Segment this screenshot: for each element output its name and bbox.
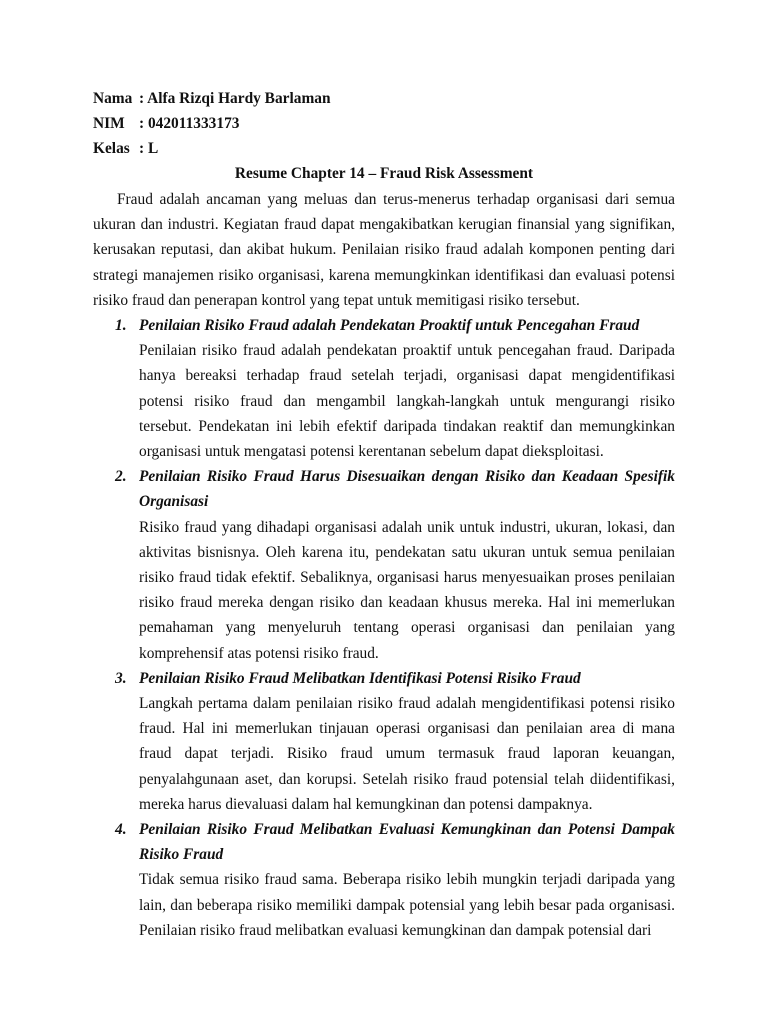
name-value: : Alfa Rizqi Hardy Barlaman [139, 90, 331, 107]
section-heading: Penilaian Risiko Fraud adalah Pendekatan Proaktif untuk Pencegahan Fraud [139, 317, 640, 335]
document-content [93, 86, 675, 943]
section-number: 3. [115, 669, 127, 687]
section-item-2 [93, 464, 675, 666]
section-number: 2. [115, 468, 127, 486]
section-body: Penilaian risiko fraud adalah pendekatan proaktif untuk pencegahan fraud. Daripada hanya bereaksi terhadap fraud setelah terjadi, organisasi dapat mengidentifikasi potensi risiko fraud dan mengambil langkah-langkah untuk mengurangi risiko tersebut. Pendekatan ini lebih efektif daripada tindakan reaktif dan memungkinkan organisasi untuk mengatasi potensi kerentanan sebelum dapat dieksploitasi. [139, 342, 675, 461]
section-heading: Penilaian Risiko Fraud Melibatkan Identifikasi Potensi Risiko Fraud [139, 669, 581, 687]
section-heading: Penilaian Risiko Fraud Harus Disesuaikan dengan Risiko dan Keadaan Spesifik Organisasi [139, 468, 675, 511]
section-body: Tidak semua risiko fraud sama. Beberapa risiko lebih mungkin terjadi daripada yang lain, dan beberapa risiko memiliki dampak potensial yang lebih besar pada organisasi. Penilaian risiko fraud melibatkan evaluasi kemungkinan dan dampak potensial dari [139, 871, 675, 939]
section-item-4 [93, 817, 675, 943]
section-item-3 [93, 666, 675, 817]
section-number: 4. [115, 821, 127, 839]
section-number: 1. [115, 317, 127, 335]
kelas-value: : L [139, 140, 159, 157]
student-name-row [93, 86, 675, 111]
section-list [93, 313, 675, 943]
section-body: Langkah pertama dalam penilaian risiko fraud adalah mengidentifikasi potensi risiko fraud. Hal ini memerlukan tinjauan operasi organisasi dan penilaian area di mana fraud dapat terjadi. Risiko fraud umum termasuk fraud laporan keuangan, penyalahgunaan aset, dan korupsi. Setelah risiko fraud potensial telah diidentifikasi, mereka harus dievaluasi dalam hal kemungkinan dan potensi dampaknya. [139, 695, 675, 813]
section-heading: Penilaian Risiko Fraud Melibatkan Evaluasi Kemungkinan dan Potensi Dampak Risiko Fraud [139, 821, 675, 864]
nim-label: NIM [93, 115, 125, 132]
student-nim-row [93, 111, 675, 136]
section-item-1 [93, 313, 675, 464]
intro-paragraph: Fraud adalah ancaman yang meluas dan terus-menerus terhadap organisasi dari semua ukuran dan industri. Kegiatan fraud dapat mengakibatkan kerugian finansial yang signifikan, kerusakan reputasi, dan akibat hukum. Penilaian risiko fraud adalah komponen penting dari strategi manajemen risiko organisasi, karena memungkinkan identifikasi dan evaluasi potensi risiko fraud dan penerapan kontrol yang tepat untuk memitigasi risiko tersebut. [93, 191, 675, 309]
nim-value: : 042011333173 [139, 115, 240, 132]
section-body: Risiko fraud yang dihadapi organisasi adalah unik untuk industri, ukuran, lokasi, dan aktivitas bisnisnya. Oleh karena itu, pendekatan satu ukuran untuk semua penilaian risiko fraud tidak efektif. Sebaliknya, organisasi harus menyesuaikan proses penilaian risiko fraud mereka dengan risiko dan keadaan khusus mereka. Hal ini memerlukan pemahaman yang menyeluruh tentang operasi organisasi dan penilaian yang komprehensif atas potensi risiko fraud. [139, 518, 675, 662]
document-title: Resume Chapter 14 – Fraud Risk Assessment [234, 165, 534, 182]
kelas-label: Kelas [93, 140, 130, 157]
student-class-row [93, 136, 675, 161]
name-label: Nama [93, 90, 133, 107]
